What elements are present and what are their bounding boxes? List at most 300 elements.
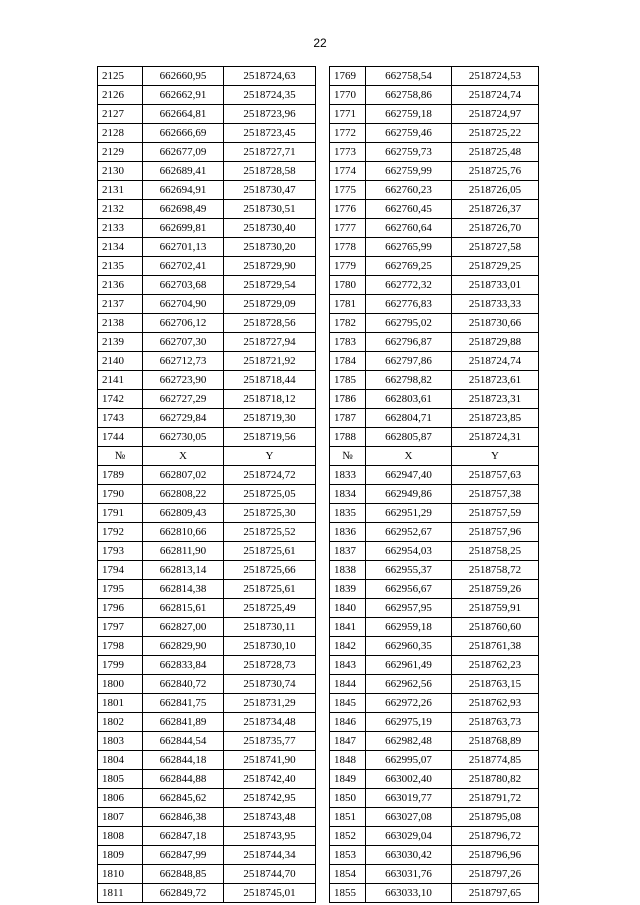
table-row bbox=[98, 105, 539, 124]
table-row bbox=[98, 884, 539, 903]
point-number: 1854 bbox=[330, 865, 366, 884]
table-row bbox=[98, 732, 539, 751]
point-number: 1780 bbox=[330, 276, 366, 295]
x-coordinate: 662995,07 bbox=[366, 751, 452, 770]
x-coordinate: 662759,46 bbox=[366, 124, 452, 143]
point-number: 1841 bbox=[330, 618, 366, 637]
column-gap bbox=[316, 865, 330, 884]
table-row bbox=[98, 390, 539, 409]
point-number: 1852 bbox=[330, 827, 366, 846]
point-number: 1788 bbox=[330, 428, 366, 447]
table-row bbox=[98, 808, 539, 827]
point-number: 1778 bbox=[330, 238, 366, 257]
table-row bbox=[98, 409, 539, 428]
x-coordinate: 662803,61 bbox=[366, 390, 452, 409]
point-number: 1784 bbox=[330, 352, 366, 371]
point-number: 1806 bbox=[98, 789, 143, 808]
x-coordinate: 662760,64 bbox=[366, 219, 452, 238]
y-coordinate: 2518725,48 bbox=[452, 143, 539, 162]
column-gap bbox=[316, 257, 330, 276]
table-row bbox=[98, 789, 539, 808]
y-coordinate: 2518729,90 bbox=[224, 257, 316, 276]
column-gap bbox=[316, 409, 330, 428]
x-coordinate: 662805,87 bbox=[366, 428, 452, 447]
y-coordinate: 2518743,95 bbox=[224, 827, 316, 846]
column-gap bbox=[316, 105, 330, 124]
table-section-2 bbox=[98, 466, 539, 903]
column-gap bbox=[316, 390, 330, 409]
point-number: 1774 bbox=[330, 162, 366, 181]
x-coordinate: 662846,38 bbox=[143, 808, 224, 827]
point-number: 2132 bbox=[98, 200, 143, 219]
y-coordinate: 2518761,38 bbox=[452, 637, 539, 656]
column-gap bbox=[316, 428, 330, 447]
y-coordinate: 2518725,61 bbox=[224, 542, 316, 561]
y-coordinate: 2518718,12 bbox=[224, 390, 316, 409]
table-row bbox=[98, 504, 539, 523]
x-coordinate: 662847,18 bbox=[143, 827, 224, 846]
y-coordinate: 2518757,38 bbox=[452, 485, 539, 504]
y-coordinate: 2518724,53 bbox=[452, 67, 539, 86]
column-gap bbox=[316, 656, 330, 675]
column-gap bbox=[316, 751, 330, 770]
x-coordinate: 662960,35 bbox=[366, 637, 452, 656]
table-row bbox=[98, 675, 539, 694]
y-coordinate: 2518758,25 bbox=[452, 542, 539, 561]
x-coordinate: 662729,84 bbox=[143, 409, 224, 428]
x-coordinate: 663019,77 bbox=[366, 789, 452, 808]
y-coordinate: 2518758,72 bbox=[452, 561, 539, 580]
x-coordinate: 662795,02 bbox=[366, 314, 452, 333]
y-coordinate: 2518744,70 bbox=[224, 865, 316, 884]
x-coordinate: 662961,49 bbox=[366, 656, 452, 675]
point-number: 1797 bbox=[98, 618, 143, 637]
y-coordinate: 2518726,37 bbox=[452, 200, 539, 219]
column-gap bbox=[316, 732, 330, 751]
header-y-left: Y bbox=[224, 447, 316, 466]
x-coordinate: 662810,66 bbox=[143, 523, 224, 542]
x-coordinate: 662808,22 bbox=[143, 485, 224, 504]
column-gap bbox=[316, 884, 330, 903]
table-row bbox=[98, 485, 539, 504]
point-number: 1834 bbox=[330, 485, 366, 504]
point-number: 1848 bbox=[330, 751, 366, 770]
y-coordinate: 2518723,96 bbox=[224, 105, 316, 124]
table-row bbox=[98, 352, 539, 371]
y-coordinate: 2518733,01 bbox=[452, 276, 539, 295]
x-coordinate: 662849,72 bbox=[143, 884, 224, 903]
point-number: 1794 bbox=[98, 561, 143, 580]
point-number: 1809 bbox=[98, 846, 143, 865]
column-gap bbox=[316, 827, 330, 846]
x-coordinate: 662962,56 bbox=[366, 675, 452, 694]
point-number: 1781 bbox=[330, 295, 366, 314]
y-coordinate: 2518724,35 bbox=[224, 86, 316, 105]
column-gap bbox=[316, 86, 330, 105]
y-coordinate: 2518724,97 bbox=[452, 105, 539, 124]
x-coordinate: 662758,54 bbox=[366, 67, 452, 86]
y-coordinate: 2518780,82 bbox=[452, 770, 539, 789]
table-row bbox=[98, 181, 539, 200]
point-number: 1792 bbox=[98, 523, 143, 542]
column-gap bbox=[316, 371, 330, 390]
point-number: 1790 bbox=[98, 485, 143, 504]
point-number: 1777 bbox=[330, 219, 366, 238]
y-coordinate: 2518725,66 bbox=[224, 561, 316, 580]
point-number: 1846 bbox=[330, 713, 366, 732]
x-coordinate: 662954,03 bbox=[366, 542, 452, 561]
point-number: 1833 bbox=[330, 466, 366, 485]
table-row bbox=[98, 257, 539, 276]
point-number: 1743 bbox=[98, 409, 143, 428]
x-coordinate: 662829,90 bbox=[143, 637, 224, 656]
y-coordinate: 2518763,15 bbox=[452, 675, 539, 694]
table-row bbox=[98, 219, 539, 238]
point-number: 1804 bbox=[98, 751, 143, 770]
x-coordinate: 662952,67 bbox=[366, 523, 452, 542]
table-section-1 bbox=[98, 67, 539, 447]
column-gap bbox=[316, 219, 330, 238]
point-number: 1783 bbox=[330, 333, 366, 352]
column-gap bbox=[316, 333, 330, 352]
y-coordinate: 2518726,70 bbox=[452, 219, 539, 238]
x-coordinate: 662797,86 bbox=[366, 352, 452, 371]
column-gap bbox=[316, 561, 330, 580]
x-coordinate: 662833,84 bbox=[143, 656, 224, 675]
point-number: 1843 bbox=[330, 656, 366, 675]
point-number: 1769 bbox=[330, 67, 366, 86]
y-coordinate: 2518741,90 bbox=[224, 751, 316, 770]
y-coordinate: 2518745,01 bbox=[224, 884, 316, 903]
x-coordinate: 662815,61 bbox=[143, 599, 224, 618]
point-number: 1800 bbox=[98, 675, 143, 694]
header-row bbox=[98, 447, 539, 466]
y-coordinate: 2518791,72 bbox=[452, 789, 539, 808]
y-coordinate: 2518729,54 bbox=[224, 276, 316, 295]
x-coordinate: 662798,82 bbox=[366, 371, 452, 390]
x-coordinate: 662759,73 bbox=[366, 143, 452, 162]
point-number: 1772 bbox=[330, 124, 366, 143]
y-coordinate: 2518759,26 bbox=[452, 580, 539, 599]
point-number: 1842 bbox=[330, 637, 366, 656]
x-coordinate: 662947,40 bbox=[366, 466, 452, 485]
x-coordinate: 662982,48 bbox=[366, 732, 452, 751]
y-coordinate: 2518725,30 bbox=[224, 504, 316, 523]
y-coordinate: 2518768,89 bbox=[452, 732, 539, 751]
y-coordinate: 2518723,85 bbox=[452, 409, 539, 428]
table-row bbox=[98, 200, 539, 219]
y-coordinate: 2518718,44 bbox=[224, 371, 316, 390]
column-gap bbox=[316, 295, 330, 314]
x-coordinate: 663029,04 bbox=[366, 827, 452, 846]
y-coordinate: 2518797,26 bbox=[452, 865, 539, 884]
column-gap bbox=[316, 713, 330, 732]
point-number: 1779 bbox=[330, 257, 366, 276]
y-coordinate: 2518723,45 bbox=[224, 124, 316, 143]
column-gap bbox=[316, 770, 330, 789]
point-number: 1791 bbox=[98, 504, 143, 523]
y-coordinate: 2518725,49 bbox=[224, 599, 316, 618]
column-gap bbox=[316, 580, 330, 599]
x-coordinate: 662703,68 bbox=[143, 276, 224, 295]
point-number: 1802 bbox=[98, 713, 143, 732]
y-coordinate: 2518727,58 bbox=[452, 238, 539, 257]
x-coordinate: 662760,23 bbox=[366, 181, 452, 200]
y-coordinate: 2518729,25 bbox=[452, 257, 539, 276]
x-coordinate: 662956,67 bbox=[366, 580, 452, 599]
point-number: 1803 bbox=[98, 732, 143, 751]
y-coordinate: 2518730,10 bbox=[224, 637, 316, 656]
x-coordinate: 663033,10 bbox=[366, 884, 452, 903]
y-coordinate: 2518719,56 bbox=[224, 428, 316, 447]
y-coordinate: 2518744,34 bbox=[224, 846, 316, 865]
y-coordinate: 2518797,65 bbox=[452, 884, 539, 903]
point-number: 1844 bbox=[330, 675, 366, 694]
table-row bbox=[98, 770, 539, 789]
point-number: 2135 bbox=[98, 257, 143, 276]
table-row bbox=[98, 276, 539, 295]
point-number: 1805 bbox=[98, 770, 143, 789]
x-coordinate: 662840,72 bbox=[143, 675, 224, 694]
point-number: 2137 bbox=[98, 295, 143, 314]
y-coordinate: 2518724,74 bbox=[452, 352, 539, 371]
table-row bbox=[98, 542, 539, 561]
y-coordinate: 2518730,20 bbox=[224, 238, 316, 257]
table-row bbox=[98, 599, 539, 618]
point-number: 1786 bbox=[330, 390, 366, 409]
x-coordinate: 662844,18 bbox=[143, 751, 224, 770]
y-coordinate: 2518743,48 bbox=[224, 808, 316, 827]
point-number: 1855 bbox=[330, 884, 366, 903]
x-coordinate: 662662,91 bbox=[143, 86, 224, 105]
x-coordinate: 662804,71 bbox=[366, 409, 452, 428]
point-number: 1801 bbox=[98, 694, 143, 713]
x-coordinate: 662769,25 bbox=[366, 257, 452, 276]
table-row bbox=[98, 466, 539, 485]
y-coordinate: 2518725,05 bbox=[224, 485, 316, 504]
x-coordinate: 662813,14 bbox=[143, 561, 224, 580]
y-coordinate: 2518742,95 bbox=[224, 789, 316, 808]
y-coordinate: 2518727,94 bbox=[224, 333, 316, 352]
x-coordinate: 662848,85 bbox=[143, 865, 224, 884]
header-num-left: № bbox=[98, 447, 143, 466]
point-number: 2125 bbox=[98, 67, 143, 86]
table-row bbox=[98, 67, 539, 86]
y-coordinate: 2518731,29 bbox=[224, 694, 316, 713]
point-number: 1782 bbox=[330, 314, 366, 333]
column-gap bbox=[316, 789, 330, 808]
header-y-right: Y bbox=[452, 447, 539, 466]
y-coordinate: 2518724,72 bbox=[224, 466, 316, 485]
x-coordinate: 662955,37 bbox=[366, 561, 452, 580]
x-coordinate: 662807,02 bbox=[143, 466, 224, 485]
table-row bbox=[98, 713, 539, 732]
x-coordinate: 662841,75 bbox=[143, 694, 224, 713]
x-coordinate: 663031,76 bbox=[366, 865, 452, 884]
x-coordinate: 662951,29 bbox=[366, 504, 452, 523]
y-coordinate: 2518728,58 bbox=[224, 162, 316, 181]
point-number: 2140 bbox=[98, 352, 143, 371]
x-coordinate: 662765,99 bbox=[366, 238, 452, 257]
table-row bbox=[98, 827, 539, 846]
header-x-right: X bbox=[366, 447, 452, 466]
column-gap bbox=[316, 238, 330, 257]
y-coordinate: 2518725,61 bbox=[224, 580, 316, 599]
y-coordinate: 2518762,93 bbox=[452, 694, 539, 713]
point-number: 2128 bbox=[98, 124, 143, 143]
x-coordinate: 662694,91 bbox=[143, 181, 224, 200]
point-number: 1838 bbox=[330, 561, 366, 580]
y-coordinate: 2518730,74 bbox=[224, 675, 316, 694]
y-coordinate: 2518725,52 bbox=[224, 523, 316, 542]
x-coordinate: 662727,29 bbox=[143, 390, 224, 409]
point-number: 1787 bbox=[330, 409, 366, 428]
point-number: 2133 bbox=[98, 219, 143, 238]
y-coordinate: 2518774,85 bbox=[452, 751, 539, 770]
x-coordinate: 663002,40 bbox=[366, 770, 452, 789]
x-coordinate: 662796,87 bbox=[366, 333, 452, 352]
point-number: 2141 bbox=[98, 371, 143, 390]
column-gap bbox=[316, 447, 330, 466]
y-coordinate: 2518730,51 bbox=[224, 200, 316, 219]
table-row bbox=[98, 846, 539, 865]
x-coordinate: 662760,45 bbox=[366, 200, 452, 219]
table-row bbox=[98, 865, 539, 884]
y-coordinate: 2518723,31 bbox=[452, 390, 539, 409]
y-coordinate: 2518763,73 bbox=[452, 713, 539, 732]
x-coordinate: 662972,26 bbox=[366, 694, 452, 713]
column-gap bbox=[316, 181, 330, 200]
table-row bbox=[98, 694, 539, 713]
x-coordinate: 662660,95 bbox=[143, 67, 224, 86]
column-gap bbox=[316, 694, 330, 713]
y-coordinate: 2518730,40 bbox=[224, 219, 316, 238]
y-coordinate: 2518730,11 bbox=[224, 618, 316, 637]
x-coordinate: 662723,90 bbox=[143, 371, 224, 390]
point-number: 1785 bbox=[330, 371, 366, 390]
column-gap bbox=[316, 466, 330, 485]
y-coordinate: 2518757,63 bbox=[452, 466, 539, 485]
table-row bbox=[98, 751, 539, 770]
column-gap bbox=[316, 352, 330, 371]
x-coordinate: 662844,88 bbox=[143, 770, 224, 789]
point-number: 1837 bbox=[330, 542, 366, 561]
point-number: 1776 bbox=[330, 200, 366, 219]
point-number: 1840 bbox=[330, 599, 366, 618]
point-number: 1773 bbox=[330, 143, 366, 162]
y-coordinate: 2518725,22 bbox=[452, 124, 539, 143]
y-coordinate: 2518729,88 bbox=[452, 333, 539, 352]
point-number: 1849 bbox=[330, 770, 366, 789]
table-row bbox=[98, 143, 539, 162]
y-coordinate: 2518724,63 bbox=[224, 67, 316, 86]
point-number: 1850 bbox=[330, 789, 366, 808]
column-gap bbox=[316, 618, 330, 637]
y-coordinate: 2518759,91 bbox=[452, 599, 539, 618]
point-number: 1839 bbox=[330, 580, 366, 599]
y-coordinate: 2518728,73 bbox=[224, 656, 316, 675]
point-number: 2134 bbox=[98, 238, 143, 257]
point-number: 1796 bbox=[98, 599, 143, 618]
point-number: 1853 bbox=[330, 846, 366, 865]
y-coordinate: 2518796,72 bbox=[452, 827, 539, 846]
point-number: 1807 bbox=[98, 808, 143, 827]
y-coordinate: 2518735,77 bbox=[224, 732, 316, 751]
point-number: 1771 bbox=[330, 105, 366, 124]
table-row bbox=[98, 523, 539, 542]
column-gap bbox=[316, 162, 330, 181]
x-coordinate: 662959,18 bbox=[366, 618, 452, 637]
point-number: 1835 bbox=[330, 504, 366, 523]
x-coordinate: 662701,13 bbox=[143, 238, 224, 257]
column-gap bbox=[316, 504, 330, 523]
table-row bbox=[98, 637, 539, 656]
point-number: 1810 bbox=[98, 865, 143, 884]
point-number: 1775 bbox=[330, 181, 366, 200]
header-x-left: X bbox=[143, 447, 224, 466]
x-coordinate: 662809,43 bbox=[143, 504, 224, 523]
column-gap bbox=[316, 314, 330, 333]
point-number: 2138 bbox=[98, 314, 143, 333]
x-coordinate: 662698,49 bbox=[143, 200, 224, 219]
y-coordinate: 2518757,96 bbox=[452, 523, 539, 542]
x-coordinate: 662759,99 bbox=[366, 162, 452, 181]
table-row bbox=[98, 86, 539, 105]
point-number: 2136 bbox=[98, 276, 143, 295]
y-coordinate: 2518730,47 bbox=[224, 181, 316, 200]
point-number: 1847 bbox=[330, 732, 366, 751]
point-number: 1744 bbox=[98, 428, 143, 447]
point-number: 1845 bbox=[330, 694, 366, 713]
table-row bbox=[98, 314, 539, 333]
point-number: 2127 bbox=[98, 105, 143, 124]
point-number: 1795 bbox=[98, 580, 143, 599]
table-row bbox=[98, 371, 539, 390]
x-coordinate: 662707,30 bbox=[143, 333, 224, 352]
table-row bbox=[98, 561, 539, 580]
y-coordinate: 2518742,40 bbox=[224, 770, 316, 789]
table-row bbox=[98, 295, 539, 314]
x-coordinate: 662759,18 bbox=[366, 105, 452, 124]
x-coordinate: 662841,89 bbox=[143, 713, 224, 732]
y-coordinate: 2518757,59 bbox=[452, 504, 539, 523]
x-coordinate: 662844,54 bbox=[143, 732, 224, 751]
table-row bbox=[98, 428, 539, 447]
x-coordinate: 662664,81 bbox=[143, 105, 224, 124]
x-coordinate: 663030,42 bbox=[366, 846, 452, 865]
y-coordinate: 2518727,71 bbox=[224, 143, 316, 162]
point-number: 2131 bbox=[98, 181, 143, 200]
column-gap bbox=[316, 675, 330, 694]
x-coordinate: 662706,12 bbox=[143, 314, 224, 333]
x-coordinate: 662811,90 bbox=[143, 542, 224, 561]
y-coordinate: 2518723,61 bbox=[452, 371, 539, 390]
x-coordinate: 663027,08 bbox=[366, 808, 452, 827]
point-number: 1811 bbox=[98, 884, 143, 903]
column-gap bbox=[316, 276, 330, 295]
x-coordinate: 662702,41 bbox=[143, 257, 224, 276]
point-number: 1789 bbox=[98, 466, 143, 485]
y-coordinate: 2518795,08 bbox=[452, 808, 539, 827]
table-row bbox=[98, 618, 539, 637]
x-coordinate: 662712,73 bbox=[143, 352, 224, 371]
x-coordinate: 662677,09 bbox=[143, 143, 224, 162]
point-number: 2126 bbox=[98, 86, 143, 105]
coordinates-table bbox=[97, 66, 539, 903]
y-coordinate: 2518719,30 bbox=[224, 409, 316, 428]
x-coordinate: 662689,41 bbox=[143, 162, 224, 181]
point-number: 1836 bbox=[330, 523, 366, 542]
